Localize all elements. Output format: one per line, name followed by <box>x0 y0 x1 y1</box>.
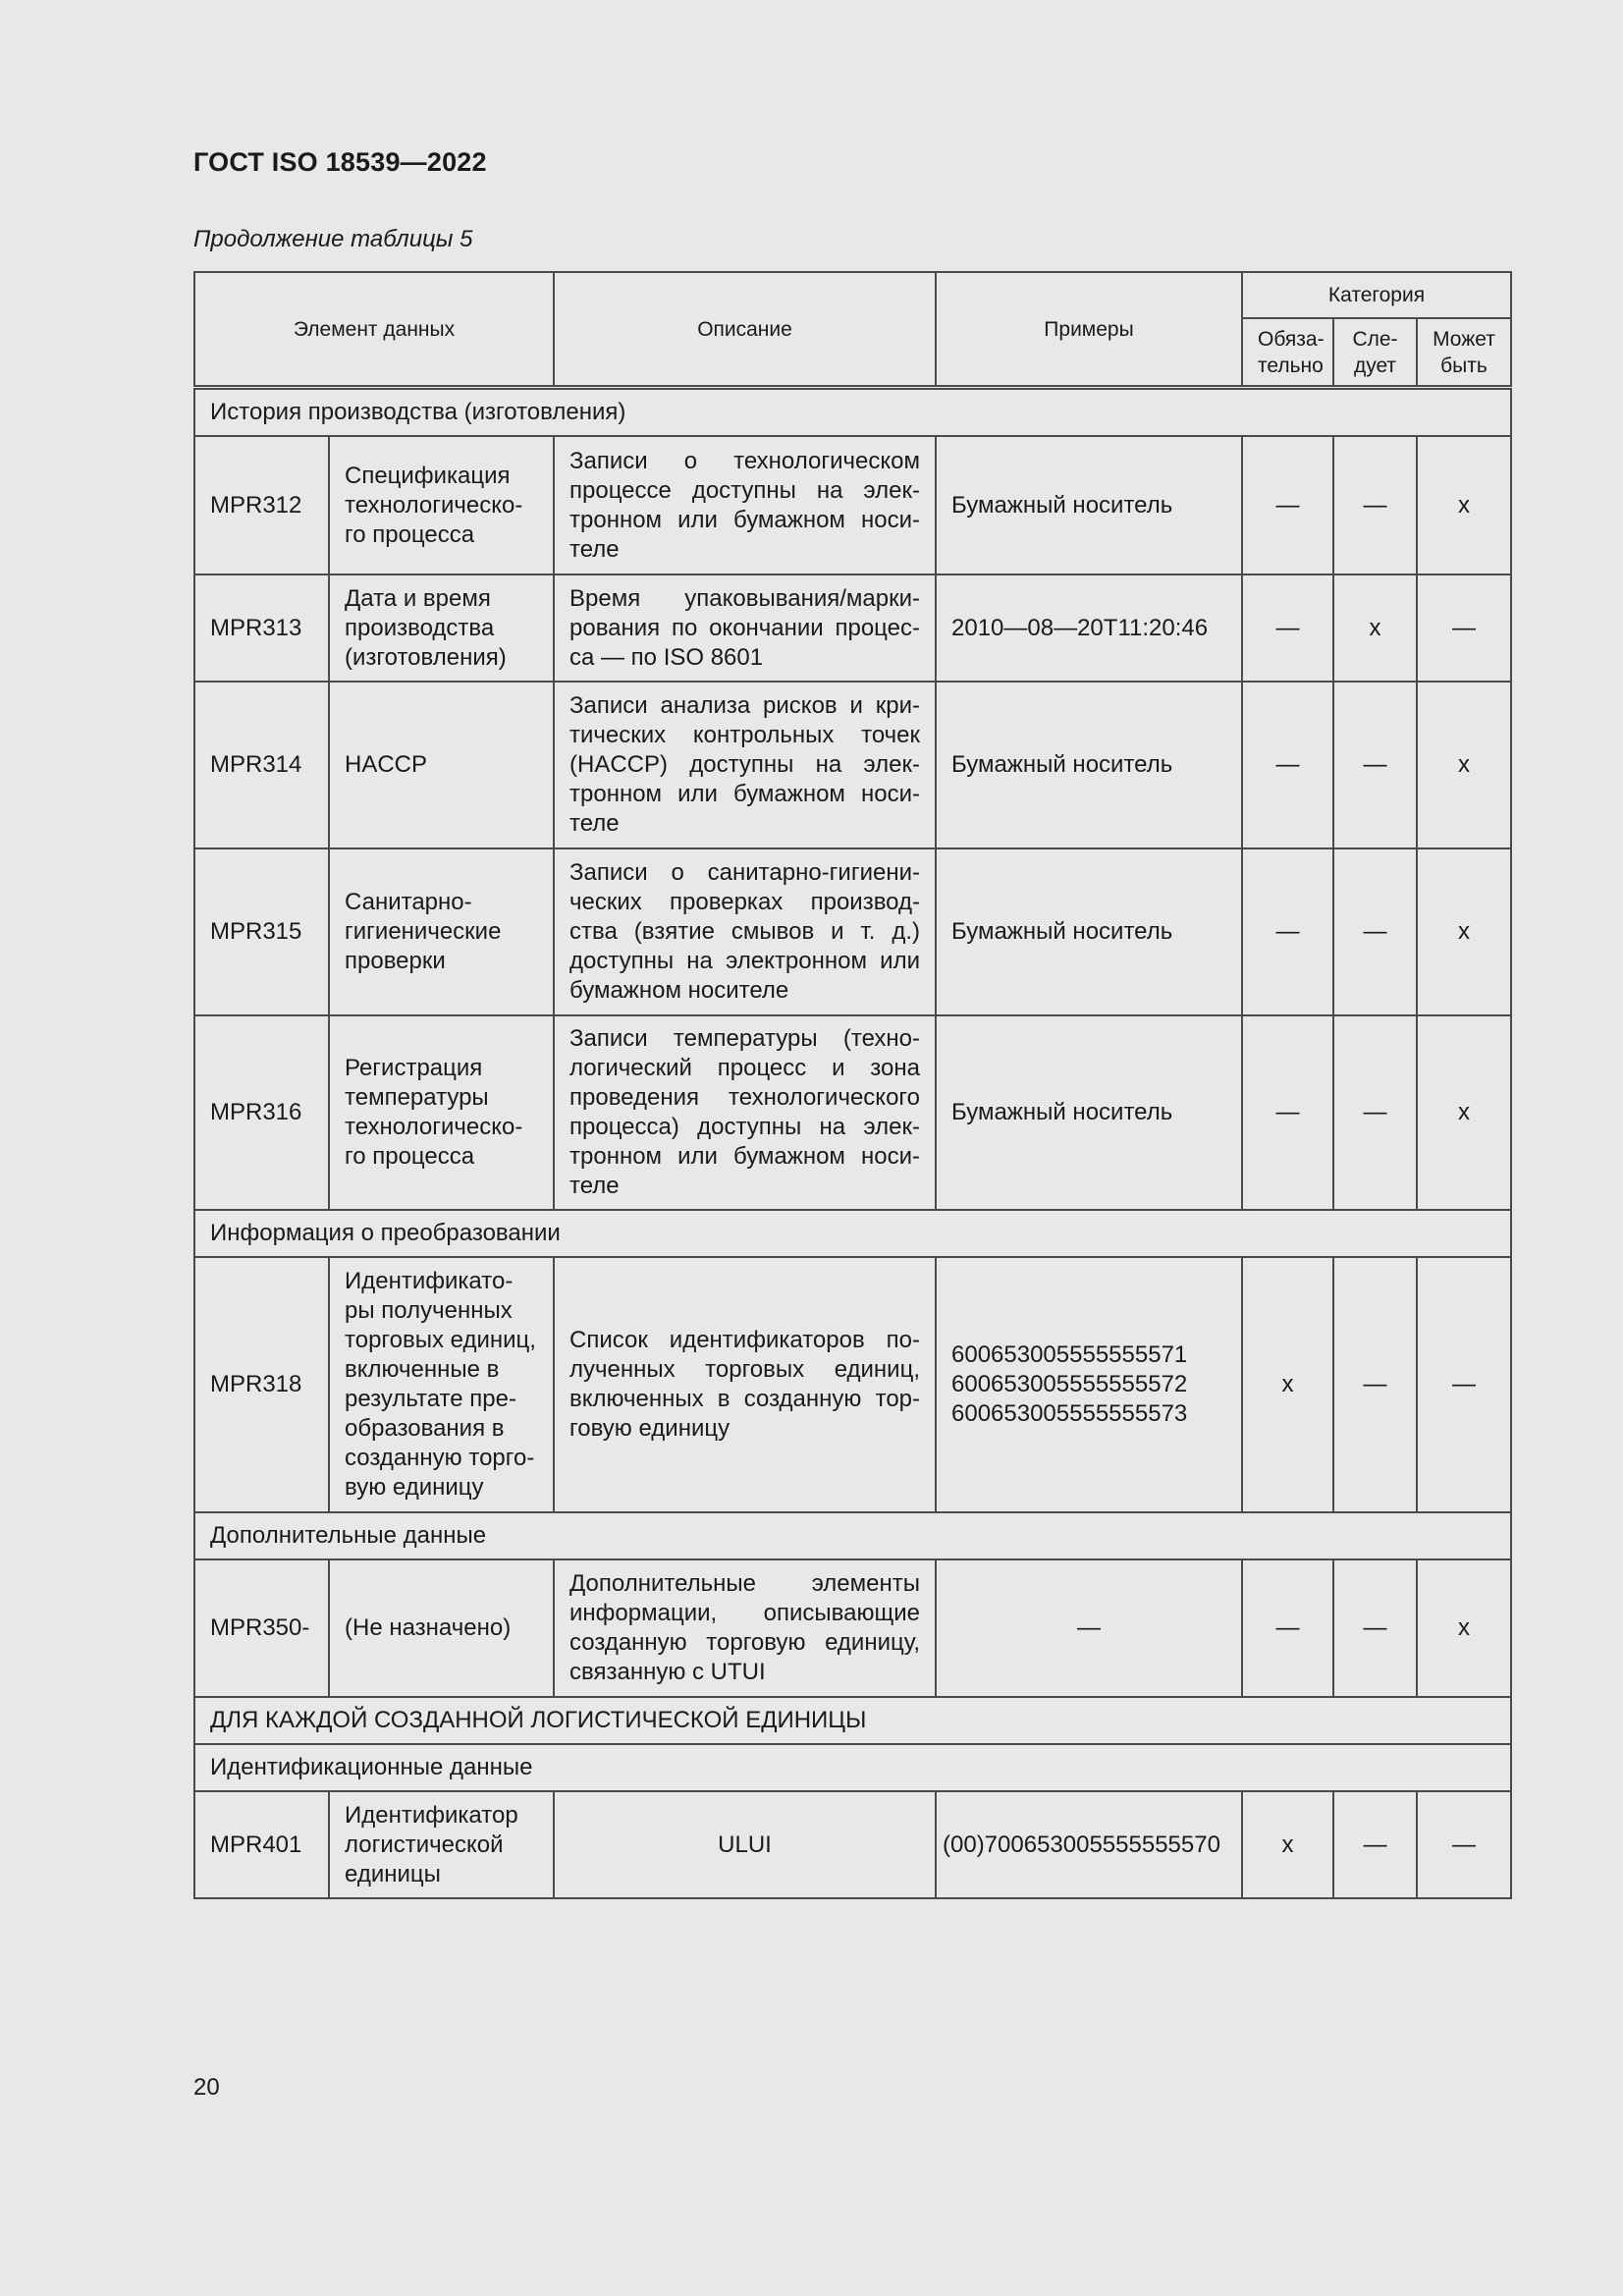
section-title: ДЛЯ КАЖДОЙ СОЗДАННОЙ ЛОГИСТИЧЕСКОЙ ЕДИНИЦЫ <box>194 1697 1511 1744</box>
table-continuation-caption: Продолжение таблицы 5 <box>193 226 473 252</box>
description-cell: Записи температуры (техно-логический процесс и зона проведения технологического процесса) доступны на элек-тронном или бумажном носи-теле <box>554 1015 936 1210</box>
table-row <box>194 1257 1511 1512</box>
page-number: 20 <box>193 2074 220 2101</box>
category-should-cell: — <box>1333 1791 1417 1898</box>
category-mandatory-cell: — <box>1242 436 1333 574</box>
element-name-cell: (Не назначено) <box>329 1559 554 1697</box>
element-code-cell: MPR316 <box>194 1015 329 1210</box>
element-code-cell: MPR312 <box>194 436 329 574</box>
section-row <box>194 1697 1511 1744</box>
header-data-element: Элемент данных <box>194 272 554 388</box>
description-cell: Список идентификаторов по-лученных торговых единиц, включенных в созданную тор-говую единицу <box>554 1257 936 1512</box>
element-code-cell: MPR315 <box>194 848 329 1015</box>
table-body <box>194 388 1511 1899</box>
example-cell: 600653005555555571 600653005555555572 600653005555555573 <box>936 1257 1242 1512</box>
data-elements-table <box>193 271 1512 1899</box>
element-name-cell: HACCP <box>329 682 554 848</box>
category-should-cell: — <box>1333 436 1417 574</box>
category-mandatory-cell: — <box>1242 574 1333 682</box>
example-cell: Бумажный носитель <box>936 848 1242 1015</box>
description-cell: Дополнительные элементы информации, описывающие созданную торговую единицу, связанную с UTUI <box>554 1559 936 1697</box>
example-cell: 2010—08—20T11:20:46 <box>936 574 1242 682</box>
description-cell: Записи о санитарно-гигиени-ческих проверках производ-ства (взятие смывов и т. д.) доступны на электронном или бумажном носителе <box>554 848 936 1015</box>
section-row <box>194 388 1511 437</box>
category-may-cell: x <box>1417 1559 1511 1697</box>
element-code-cell: MPR314 <box>194 682 329 848</box>
category-may-cell: — <box>1417 574 1511 682</box>
header-category-may: Может быть <box>1417 318 1511 388</box>
example-cell: — <box>936 1559 1242 1697</box>
category-may-cell: x <box>1417 848 1511 1015</box>
category-mandatory-cell: — <box>1242 1015 1333 1210</box>
description-cell: Записи анализа рисков и кри-тических контрольных точек (HACCP) доступны на элек-тронном или бумажном носи-теле <box>554 682 936 848</box>
description-cell: Записи о технологическом процессе доступны на элек-тронном или бумажном носи-теле <box>554 436 936 574</box>
section-row <box>194 1744 1511 1791</box>
table-row <box>194 574 1511 682</box>
category-should-cell: — <box>1333 1559 1417 1697</box>
category-mandatory-cell: — <box>1242 682 1333 848</box>
example-cell: Бумажный носитель <box>936 682 1242 848</box>
category-mandatory-cell: x <box>1242 1257 1333 1512</box>
table-row <box>194 1791 1511 1898</box>
element-code-cell: MPR350- <box>194 1559 329 1697</box>
section-row <box>194 1512 1511 1559</box>
element-name-cell: Идентификатор логистической единицы <box>329 1791 554 1898</box>
description-cell: Время упаковывания/марки-рования по окончании процес-са — по ISO 8601 <box>554 574 936 682</box>
section-title: Информация о преобразовании <box>194 1210 1511 1257</box>
section-title: Дополнительные данные <box>194 1512 1511 1559</box>
element-name-cell: Идентификато-ры полученных торговых единиц, включенные в результате пре-образования в созданную торго-вую единицу <box>329 1257 554 1512</box>
category-mandatory-cell: — <box>1242 848 1333 1015</box>
element-code-cell: MPR318 <box>194 1257 329 1512</box>
category-should-cell: — <box>1333 1257 1417 1512</box>
category-should-cell: x <box>1333 574 1417 682</box>
document-header: ГОСТ ISO 18539—2022 <box>193 147 487 177</box>
category-may-cell: — <box>1417 1257 1511 1512</box>
header-examples: Примеры <box>936 272 1242 388</box>
example-cell: Бумажный носитель <box>936 436 1242 574</box>
category-may-cell: x <box>1417 682 1511 848</box>
header-category-should: Сле- дует <box>1333 318 1417 388</box>
header-category-mandatory: Обяза- тельно <box>1242 318 1333 388</box>
category-may-cell: x <box>1417 436 1511 574</box>
category-mandatory-cell: x <box>1242 1791 1333 1898</box>
section-row <box>194 1210 1511 1257</box>
element-name-cell: Дата и время производства (изготовления) <box>329 574 554 682</box>
element-name-cell: Регистрация температуры технологическо-го процесса <box>329 1015 554 1210</box>
header-description: Описание <box>554 272 936 388</box>
element-code-cell: MPR313 <box>194 574 329 682</box>
element-name-cell: Санитарно-гигиенические проверки <box>329 848 554 1015</box>
element-name-cell: Спецификация технологическо-го процесса <box>329 436 554 574</box>
table-row <box>194 436 1511 574</box>
table-row <box>194 1015 1511 1210</box>
example-cell: (00)700653005555555570 <box>936 1791 1242 1898</box>
header-category: Категория <box>1242 272 1511 318</box>
category-mandatory-cell: — <box>1242 1559 1333 1697</box>
table-row <box>194 848 1511 1015</box>
table-row <box>194 1559 1511 1697</box>
example-cell: Бумажный носитель <box>936 1015 1242 1210</box>
category-should-cell: — <box>1333 848 1417 1015</box>
category-should-cell: — <box>1333 1015 1417 1210</box>
section-title: Идентификационные данные <box>194 1744 1511 1791</box>
category-should-cell: — <box>1333 682 1417 848</box>
category-may-cell: — <box>1417 1791 1511 1898</box>
description-cell: ULUI <box>554 1791 936 1898</box>
category-may-cell: x <box>1417 1015 1511 1210</box>
table-row <box>194 682 1511 848</box>
element-code-cell: MPR401 <box>194 1791 329 1898</box>
section-title: История производства (изготовления) <box>194 388 1511 437</box>
